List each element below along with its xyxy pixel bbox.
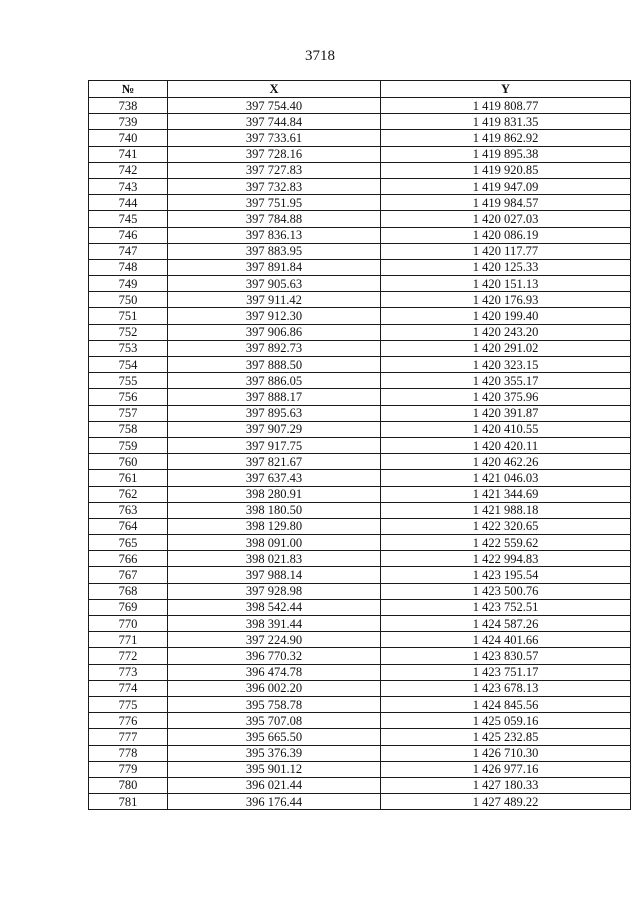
cell-x: 396 021.44 (168, 777, 381, 793)
cell-y: 1 420 027.03 (381, 211, 631, 227)
cell-y: 1 422 320.65 (381, 518, 631, 534)
table-row (89, 146, 631, 162)
table-header-row (89, 81, 631, 98)
cell-y: 1 425 059.16 (381, 713, 631, 729)
table-row (89, 405, 631, 421)
table-row (89, 357, 631, 373)
cell-y: 1 420 462.26 (381, 454, 631, 470)
cell-y: 1 420 291.02 (381, 340, 631, 356)
cell-x: 396 002.20 (168, 680, 381, 696)
cell-number: 743 (89, 178, 168, 194)
table-row (89, 680, 631, 696)
header-y: Y (381, 81, 631, 98)
cell-number: 772 (89, 648, 168, 664)
cell-number: 756 (89, 389, 168, 405)
cell-number: 745 (89, 211, 168, 227)
cell-x: 397 821.67 (168, 454, 381, 470)
table-row (89, 794, 631, 810)
table-row (89, 632, 631, 648)
cell-x: 395 901.12 (168, 761, 381, 777)
cell-number: 759 (89, 437, 168, 453)
cell-y: 1 422 994.83 (381, 551, 631, 567)
cell-x: 397 733.61 (168, 130, 381, 146)
table-row (89, 454, 631, 470)
cell-number: 776 (89, 713, 168, 729)
cell-y: 1 420 420.11 (381, 437, 631, 453)
page-number: 3718 (305, 48, 335, 64)
cell-y: 1 420 410.55 (381, 421, 631, 437)
cell-x: 397 883.95 (168, 243, 381, 259)
cell-y: 1 419 947.09 (381, 178, 631, 194)
cell-x: 397 895.63 (168, 405, 381, 421)
cell-number: 775 (89, 696, 168, 712)
table-row (89, 227, 631, 243)
table-row (89, 777, 631, 793)
cell-x: 397 906.86 (168, 324, 381, 340)
cell-x: 395 758.78 (168, 696, 381, 712)
cell-y: 1 419 808.77 (381, 98, 631, 114)
table-row (89, 195, 631, 211)
table-row (89, 745, 631, 761)
cell-number: 755 (89, 373, 168, 389)
cell-number: 757 (89, 405, 168, 421)
cell-number: 748 (89, 259, 168, 275)
table-row (89, 599, 631, 615)
cell-x: 397 912.30 (168, 308, 381, 324)
cell-x: 397 727.83 (168, 162, 381, 178)
cell-number: 758 (89, 421, 168, 437)
table-row (89, 211, 631, 227)
cell-x: 397 754.40 (168, 98, 381, 114)
table-row (89, 713, 631, 729)
table-row (89, 130, 631, 146)
cell-x: 397 917.75 (168, 437, 381, 453)
cell-y: 1 420 323.15 (381, 357, 631, 373)
coordinates-table (88, 80, 631, 810)
cell-y: 1 421 988.18 (381, 502, 631, 518)
header-x: X (168, 81, 381, 98)
table-row (89, 551, 631, 567)
cell-number: 763 (89, 502, 168, 518)
cell-x: 398 021.83 (168, 551, 381, 567)
cell-x: 397 907.29 (168, 421, 381, 437)
table-row (89, 373, 631, 389)
cell-number: 779 (89, 761, 168, 777)
cell-y: 1 420 125.33 (381, 259, 631, 275)
cell-y: 1 420 355.17 (381, 373, 631, 389)
cell-number: 780 (89, 777, 168, 793)
table-row (89, 437, 631, 453)
cell-x: 397 988.14 (168, 567, 381, 583)
table-row (89, 421, 631, 437)
cell-number: 746 (89, 227, 168, 243)
cell-x: 397 836.13 (168, 227, 381, 243)
cell-x: 397 892.73 (168, 340, 381, 356)
cell-number: 778 (89, 745, 168, 761)
table-row (89, 761, 631, 777)
cell-y: 1 426 977.16 (381, 761, 631, 777)
cell-y: 1 421 344.69 (381, 486, 631, 502)
cell-y: 1 419 895.38 (381, 146, 631, 162)
cell-y: 1 420 243.20 (381, 324, 631, 340)
cell-number: 749 (89, 276, 168, 292)
cell-number: 750 (89, 292, 168, 308)
table-row (89, 114, 631, 130)
cell-x: 397 891.84 (168, 259, 381, 275)
cell-number: 770 (89, 616, 168, 632)
table-row (89, 243, 631, 259)
table-row (89, 276, 631, 292)
cell-x: 397 888.17 (168, 389, 381, 405)
table-row (89, 502, 631, 518)
cell-number: 738 (89, 98, 168, 114)
table-row (89, 98, 631, 114)
cell-y: 1 420 086.19 (381, 227, 631, 243)
table-row (89, 389, 631, 405)
cell-y: 1 424 845.56 (381, 696, 631, 712)
cell-number: 747 (89, 243, 168, 259)
cell-number: 768 (89, 583, 168, 599)
cell-y: 1 420 375.96 (381, 389, 631, 405)
cell-x: 397 911.42 (168, 292, 381, 308)
cell-x: 397 888.50 (168, 357, 381, 373)
cell-y: 1 425 232.85 (381, 729, 631, 745)
cell-x: 397 744.84 (168, 114, 381, 130)
cell-number: 742 (89, 162, 168, 178)
table-row (89, 308, 631, 324)
cell-x: 397 732.83 (168, 178, 381, 194)
cell-x: 397 784.88 (168, 211, 381, 227)
cell-number: 767 (89, 567, 168, 583)
cell-y: 1 427 489.22 (381, 794, 631, 810)
cell-y: 1 422 559.62 (381, 535, 631, 551)
cell-y: 1 420 176.93 (381, 292, 631, 308)
cell-x: 395 376.39 (168, 745, 381, 761)
cell-number: 751 (89, 308, 168, 324)
cell-x: 397 905.63 (168, 276, 381, 292)
cell-number: 762 (89, 486, 168, 502)
cell-y: 1 420 117.77 (381, 243, 631, 259)
table-row (89, 470, 631, 486)
table-body (89, 98, 631, 810)
cell-x: 396 176.44 (168, 794, 381, 810)
cell-x: 397 751.95 (168, 195, 381, 211)
table-row (89, 324, 631, 340)
table-row (89, 664, 631, 680)
cell-x: 397 637.43 (168, 470, 381, 486)
cell-y: 1 419 984.57 (381, 195, 631, 211)
cell-x: 398 391.44 (168, 616, 381, 632)
cell-x: 397 886.05 (168, 373, 381, 389)
cell-number: 765 (89, 535, 168, 551)
cell-y: 1 423 678.13 (381, 680, 631, 696)
cell-y: 1 420 391.87 (381, 405, 631, 421)
cell-number: 740 (89, 130, 168, 146)
cell-y: 1 423 195.54 (381, 567, 631, 583)
cell-y: 1 423 830.57 (381, 648, 631, 664)
cell-y: 1 419 862.92 (381, 130, 631, 146)
cell-y: 1 420 199.40 (381, 308, 631, 324)
cell-x: 396 474.78 (168, 664, 381, 680)
cell-y: 1 426 710.30 (381, 745, 631, 761)
header-number: № (89, 81, 168, 98)
cell-number: 781 (89, 794, 168, 810)
table-row (89, 162, 631, 178)
table-row (89, 696, 631, 712)
cell-x: 398 280.91 (168, 486, 381, 502)
cell-number: 760 (89, 454, 168, 470)
cell-x: 395 707.08 (168, 713, 381, 729)
cell-y: 1 420 151.13 (381, 276, 631, 292)
table-row (89, 518, 631, 534)
cell-number: 777 (89, 729, 168, 745)
cell-number: 761 (89, 470, 168, 486)
table-row (89, 486, 631, 502)
table-row (89, 535, 631, 551)
cell-y: 1 424 401.66 (381, 632, 631, 648)
cell-number: 739 (89, 114, 168, 130)
cell-x: 396 770.32 (168, 648, 381, 664)
cell-x: 395 665.50 (168, 729, 381, 745)
cell-y: 1 423 752.51 (381, 599, 631, 615)
cell-x: 397 928.98 (168, 583, 381, 599)
cell-y: 1 423 751.17 (381, 664, 631, 680)
table-row (89, 178, 631, 194)
cell-number: 754 (89, 357, 168, 373)
cell-number: 766 (89, 551, 168, 567)
cell-number: 771 (89, 632, 168, 648)
cell-x: 398 091.00 (168, 535, 381, 551)
table-row (89, 567, 631, 583)
cell-number: 774 (89, 680, 168, 696)
cell-number: 744 (89, 195, 168, 211)
cell-x: 398 542.44 (168, 599, 381, 615)
cell-number: 769 (89, 599, 168, 615)
cell-x: 397 224.90 (168, 632, 381, 648)
cell-number: 753 (89, 340, 168, 356)
table-row (89, 259, 631, 275)
table-row (89, 648, 631, 664)
cell-y: 1 427 180.33 (381, 777, 631, 793)
cell-y: 1 419 920.85 (381, 162, 631, 178)
table-row (89, 616, 631, 632)
cell-y: 1 423 500.76 (381, 583, 631, 599)
cell-number: 764 (89, 518, 168, 534)
cell-y: 1 421 046.03 (381, 470, 631, 486)
cell-number: 752 (89, 324, 168, 340)
cell-number: 741 (89, 146, 168, 162)
table-row (89, 292, 631, 308)
cell-number: 773 (89, 664, 168, 680)
table-row (89, 340, 631, 356)
table-row (89, 729, 631, 745)
cell-y: 1 424 587.26 (381, 616, 631, 632)
cell-y: 1 419 831.35 (381, 114, 631, 130)
table-row (89, 583, 631, 599)
cell-x: 398 129.80 (168, 518, 381, 534)
cell-x: 397 728.16 (168, 146, 381, 162)
cell-x: 398 180.50 (168, 502, 381, 518)
